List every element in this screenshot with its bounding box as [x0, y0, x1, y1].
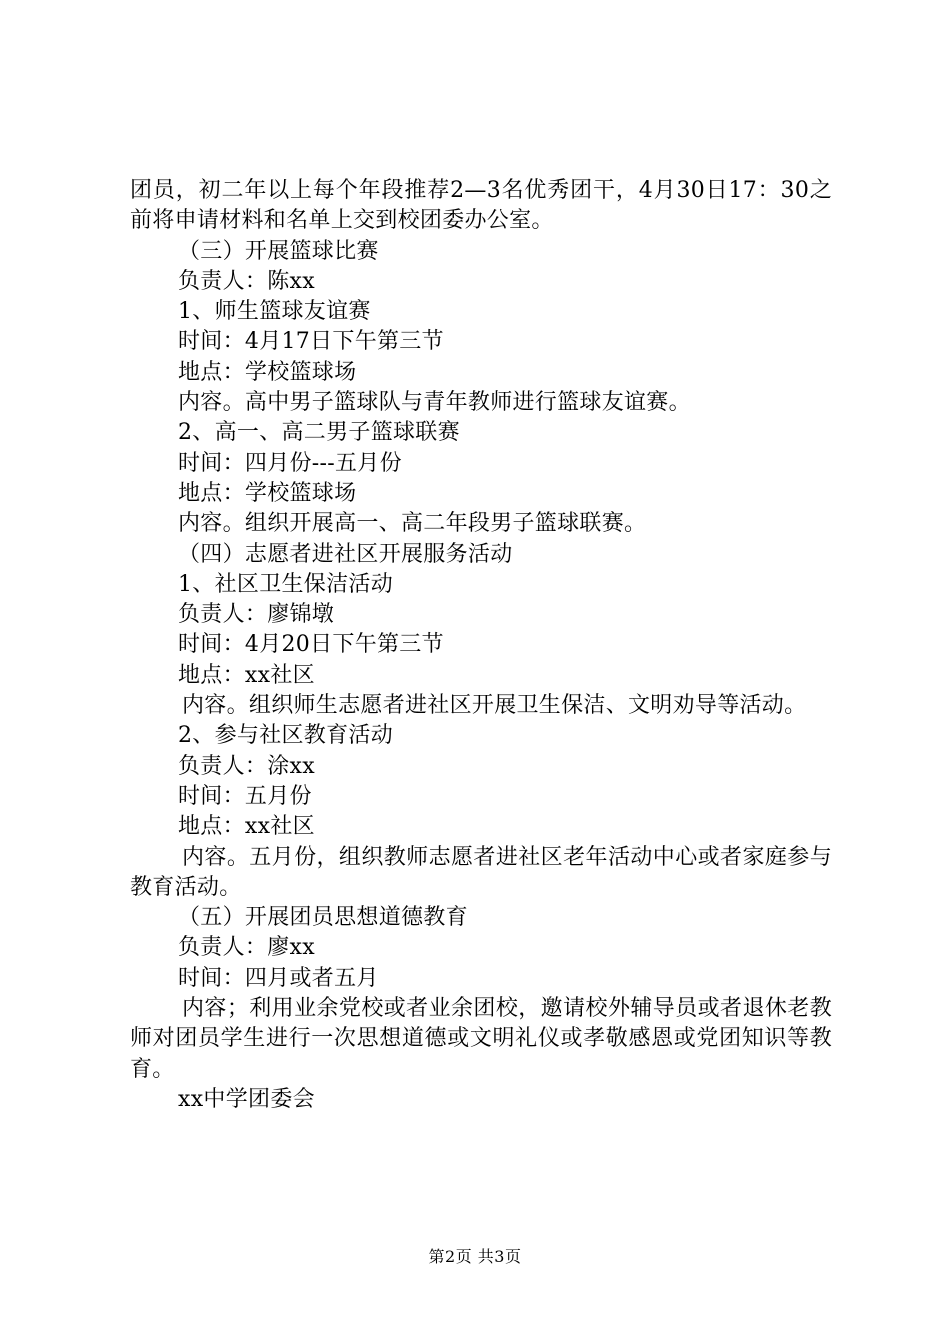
paragraph-location: 地点：xx社区 [178, 814, 315, 840]
paragraph-content: 内容。高中男子篮球队与青年教师进行篮球友谊赛。 [178, 390, 691, 416]
signature-organization: xx中学团委会 [178, 1086, 315, 1112]
subsection-heading-league: 2、高一、高二男子篮球联赛 [178, 420, 460, 446]
paragraph-owner: 负责人：涂xx [178, 753, 315, 779]
paragraph-location: 地点：学校篮球场 [178, 359, 357, 385]
paragraph-time: 时间：4月17日下午第三节 [178, 329, 444, 355]
paragraph-owner: 负责人：廖xx [178, 935, 315, 961]
subsection-heading-cleaning: 1、社区卫生保洁活动 [178, 571, 393, 597]
paragraph-time: 时间：四月份---五月份 [178, 450, 402, 476]
paragraph-owner: 负责人：廖锦墩 [178, 602, 335, 628]
paragraph-location: 地点：学校篮球场 [178, 480, 357, 506]
subsection-heading-education: 2、参与社区教育活动 [178, 723, 393, 749]
paragraph-time: 时间：4月20日下午第三节 [178, 632, 444, 658]
page-number-footer: 第2页 共3页 [428, 1247, 522, 1266]
paragraph-content: 内容；利用业余党校或者业余团校，邀请校外辅导员或者退休老教师对团员学生进行一次思想道德或文明礼仪或孝敬感恩或党团知识等教育。 [130, 996, 832, 1082]
paragraph-content: 内容。组织开展高一、高二年段男子篮球联赛。 [178, 511, 647, 537]
document-body [130, 176, 832, 1115]
paragraph-content: 内容。组织师生志愿者进社区开展卫生保洁、文明劝导等活动。 [182, 693, 807, 719]
paragraph-time: 时间：五月份 [178, 783, 312, 809]
section-heading-basketball: （三）开展篮球比赛 [178, 238, 379, 264]
paragraph-intro-continuation: 团员，初二年以上每个年段推荐2—3名优秀团干，4月30日17：30之前将申请材料和名单上交到校团委办公室。 [130, 178, 832, 234]
paragraph-owner: 负责人：陈xx [178, 268, 315, 294]
paragraph-location: 地点：xx社区 [178, 662, 315, 688]
section-heading-volunteers: （四）志愿者进社区开展服务活动 [178, 541, 513, 567]
paragraph-time: 时间：四月或者五月 [178, 965, 379, 991]
section-heading-moral-education: （五）开展团员思想道德教育 [178, 905, 468, 931]
paragraph-content: 内容。五月份，组织教师志愿者进社区老年活动中心或者家庭参与教育活动。 [130, 844, 832, 900]
subsection-heading-friendly-match: 1、师生篮球友谊赛 [178, 299, 371, 325]
